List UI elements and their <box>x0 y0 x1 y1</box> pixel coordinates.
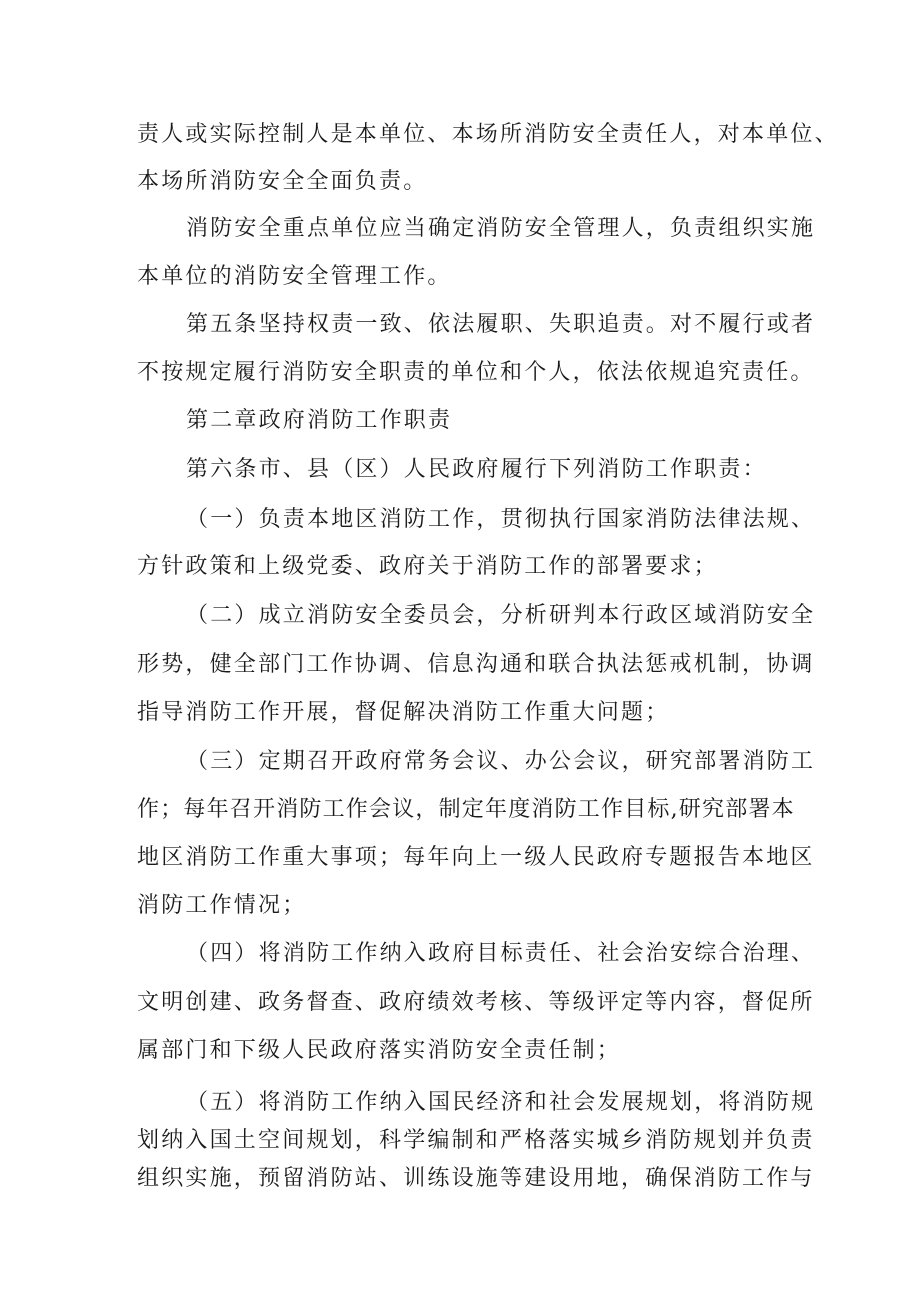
text-line-5: 第五条坚持权责一致、依法履职、失职追责。对不履行或者 <box>186 312 816 337</box>
text-line-20: 属部门和下级人民政府落实消防安全责任制； <box>137 1038 622 1063</box>
text-line-21: （五）将消防工作纳入国民经济和社会发展规划，将消防规 <box>186 1090 816 1115</box>
text-line-12: 形势，健全部门工作协调、信息沟通和联合执法惩戒机制，协调 <box>137 652 815 677</box>
text-line-19: 文明创建、政务督查、政府绩效考核、等级评定等内容，督促所 <box>137 990 815 1015</box>
chapter-heading: 第二章政府消防工作职责 <box>186 408 453 433</box>
text-line-10: 方针政策和上级党委、政府关于消防工作的部署要求； <box>137 554 718 579</box>
text-line-9: （一）负责本地区消防工作，贯彻执行国家消防法律法规、 <box>186 507 816 532</box>
text-line-3: 消防安全重点单位应当确定消防安全管理人，负责组织实施 <box>186 216 816 241</box>
text-line-13: 指导消防工作开展，督促解决消防工作重大问题； <box>137 700 670 725</box>
text-line-15: 作；每年召开消防工作会议，制定年度消防工作目标,研究部署本 <box>137 797 795 822</box>
text-line-16: 地区消防工作重大事项；每年向上一级人民政府专题报告本地区 <box>137 845 815 870</box>
text-line-22: 划纳入国土空间规划，科学编制和严格落实城乡消防规划并负责 <box>137 1128 815 1153</box>
text-line-17: 消防工作情况； <box>137 893 307 918</box>
text-line-11: （二）成立消防安全委员会，分析研判本行政区域消防安全 <box>186 603 816 628</box>
text-line-8: 第六条市、县（区）人民政府履行下列消防工作职责： <box>186 457 767 482</box>
text-line-1: 责人或实际控制人是本单位、本场所消防安全责任人，对本单位、 <box>137 122 839 147</box>
text-line-18: （四）将消防工作纳入政府目标责任、社会治安综合治理、 <box>186 941 816 966</box>
text-line-14: （三）定期召开政府常务会议、办公会议，研究部署消防工 <box>186 749 816 774</box>
text-line-4: 本单位的消防安全管理工作。 <box>137 264 452 289</box>
text-line-23: 组织实施，预留消防站、训练设施等建设用地，确保消防工作与 <box>137 1166 815 1191</box>
text-line-2: 本场所消防安全全面负责。 <box>137 169 428 194</box>
text-line-6: 不按规定履行消防安全职责的单位和个人，依法依规追究责任。 <box>137 360 815 385</box>
